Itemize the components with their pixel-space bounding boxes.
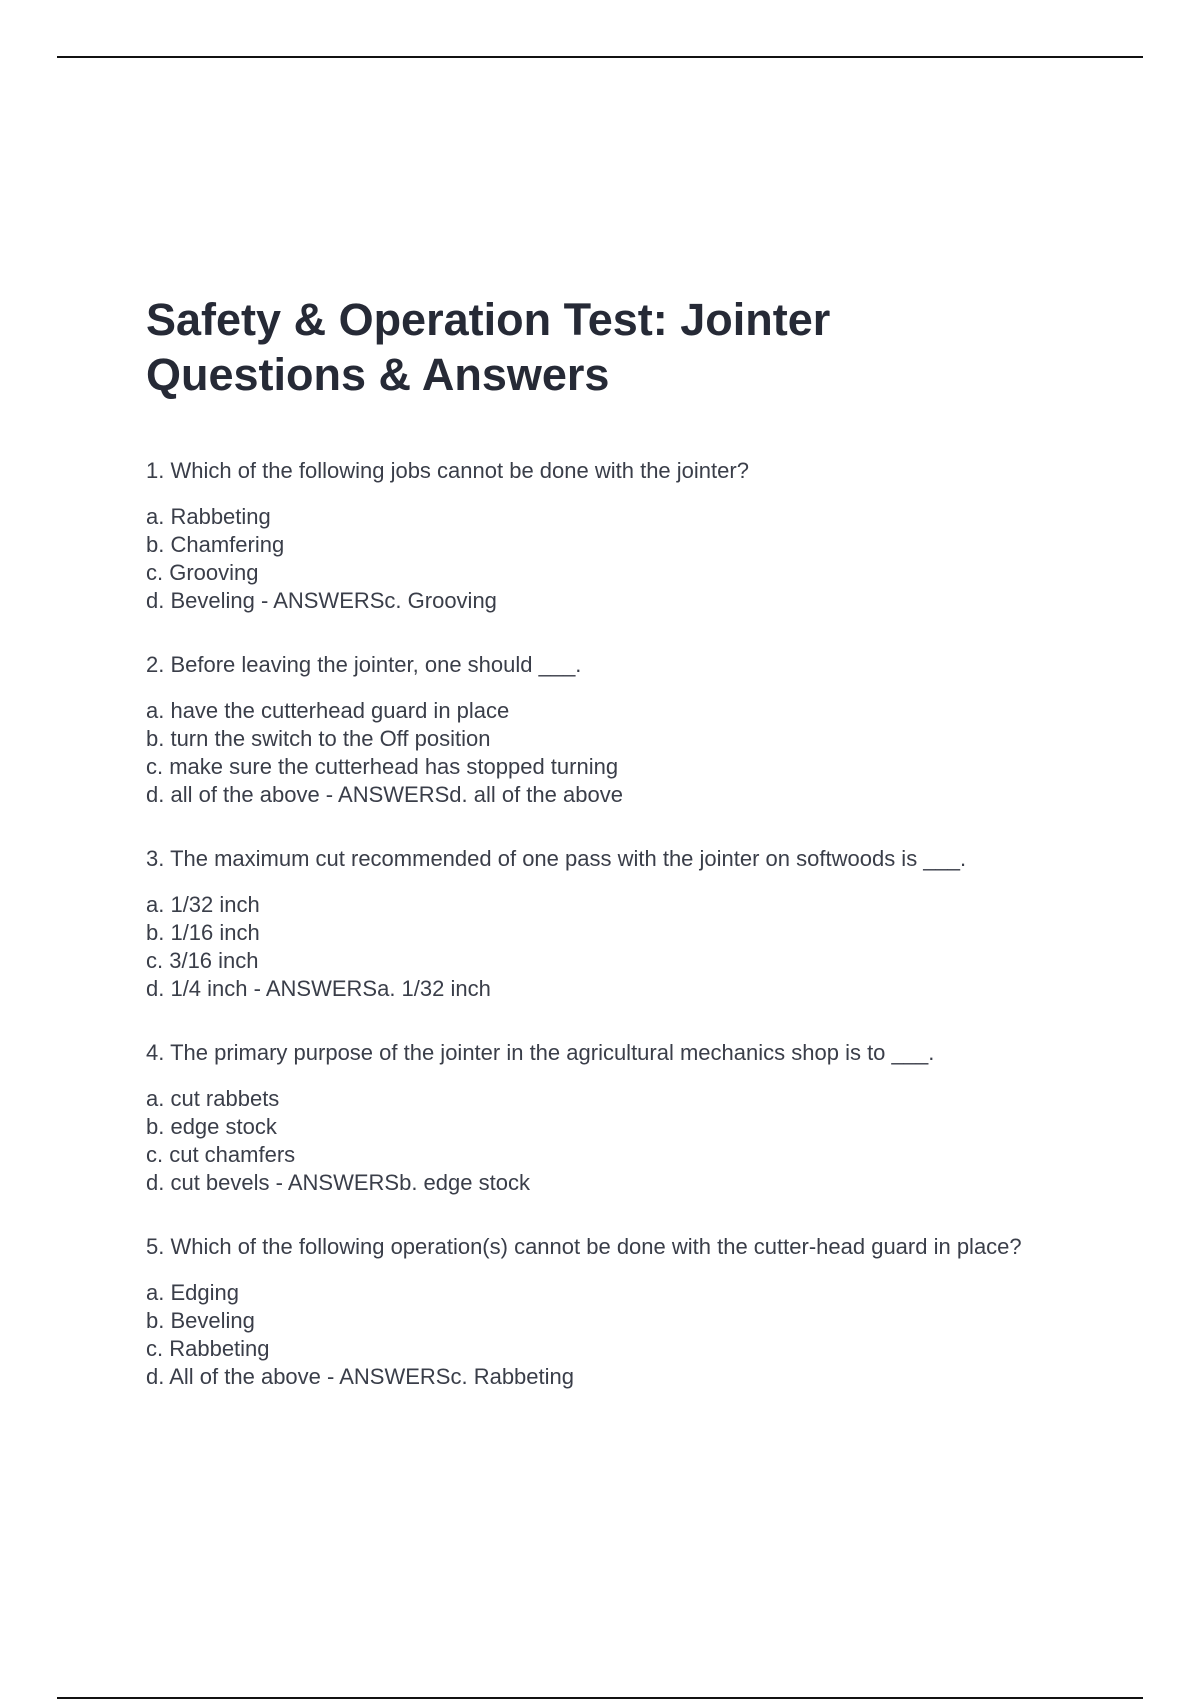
option-b: b. Chamfering bbox=[146, 532, 285, 557]
document-title bbox=[146, 292, 1066, 402]
footer-rule bbox=[57, 1697, 1143, 1699]
answer-options bbox=[146, 1279, 1066, 1391]
answer-options bbox=[146, 503, 1066, 615]
question-text: 2. Before leaving the jointer, one should ___. bbox=[146, 652, 582, 677]
option-d-with-answer: d. All of the above - ANSWERSc. Rabbeting bbox=[146, 1364, 575, 1389]
option-c: c. cut chamfers bbox=[146, 1142, 296, 1167]
question-text: 5. Which of the following operation(s) cannot be done with the cutter-head guard in place? bbox=[146, 1234, 1022, 1259]
option-c: c. Grooving bbox=[146, 560, 259, 585]
option-a: a. Rabbeting bbox=[146, 504, 271, 529]
option-b: b. turn the switch to the Off position bbox=[146, 726, 491, 751]
question-text: 1. Which of the following jobs cannot be done with the jointer? bbox=[146, 458, 749, 483]
option-c: c. 3/16 inch bbox=[146, 948, 259, 973]
question-4 bbox=[146, 1039, 1066, 1197]
answer-options bbox=[146, 697, 1066, 809]
option-c: c. make sure the cutterhead has stopped turning bbox=[146, 754, 619, 779]
question-5 bbox=[146, 1233, 1066, 1391]
option-d-with-answer: d. 1/4 inch - ANSWERSa. 1/32 inch bbox=[146, 976, 491, 1001]
header-rule bbox=[57, 56, 1143, 58]
question-text: 4. The primary purpose of the jointer in the agricultural mechanics shop is to ___. bbox=[146, 1040, 935, 1065]
question-2 bbox=[146, 651, 1066, 809]
option-b: b. 1/16 inch bbox=[146, 920, 260, 945]
question-3 bbox=[146, 845, 1066, 1003]
option-a: a. have the cutterhead guard in place bbox=[146, 698, 510, 723]
option-d-with-answer: d. cut bevels - ANSWERSb. edge stock bbox=[146, 1170, 530, 1195]
title-line-2: Questions & Answers bbox=[146, 349, 610, 400]
option-d-with-answer: d. all of the above - ANSWERSd. all of the above bbox=[146, 782, 623, 807]
answer-options bbox=[146, 1085, 1066, 1197]
option-a: a. Edging bbox=[146, 1280, 239, 1305]
option-b: b. edge stock bbox=[146, 1114, 277, 1139]
option-d-with-answer: d. Beveling - ANSWERSc. Grooving bbox=[146, 588, 497, 613]
option-a: a. cut rabbets bbox=[146, 1086, 280, 1111]
question-text: 3. The maximum cut recommended of one pass with the jointer on softwoods is ___. bbox=[146, 846, 967, 871]
option-c: c. Rabbeting bbox=[146, 1336, 270, 1361]
option-a: a. 1/32 inch bbox=[146, 892, 260, 917]
option-b: b. Beveling bbox=[146, 1308, 255, 1333]
document-body bbox=[146, 292, 1066, 1427]
title-line-1: Safety & Operation Test: Jointer bbox=[146, 294, 831, 345]
answer-options bbox=[146, 891, 1066, 1003]
question-1 bbox=[146, 457, 1066, 615]
